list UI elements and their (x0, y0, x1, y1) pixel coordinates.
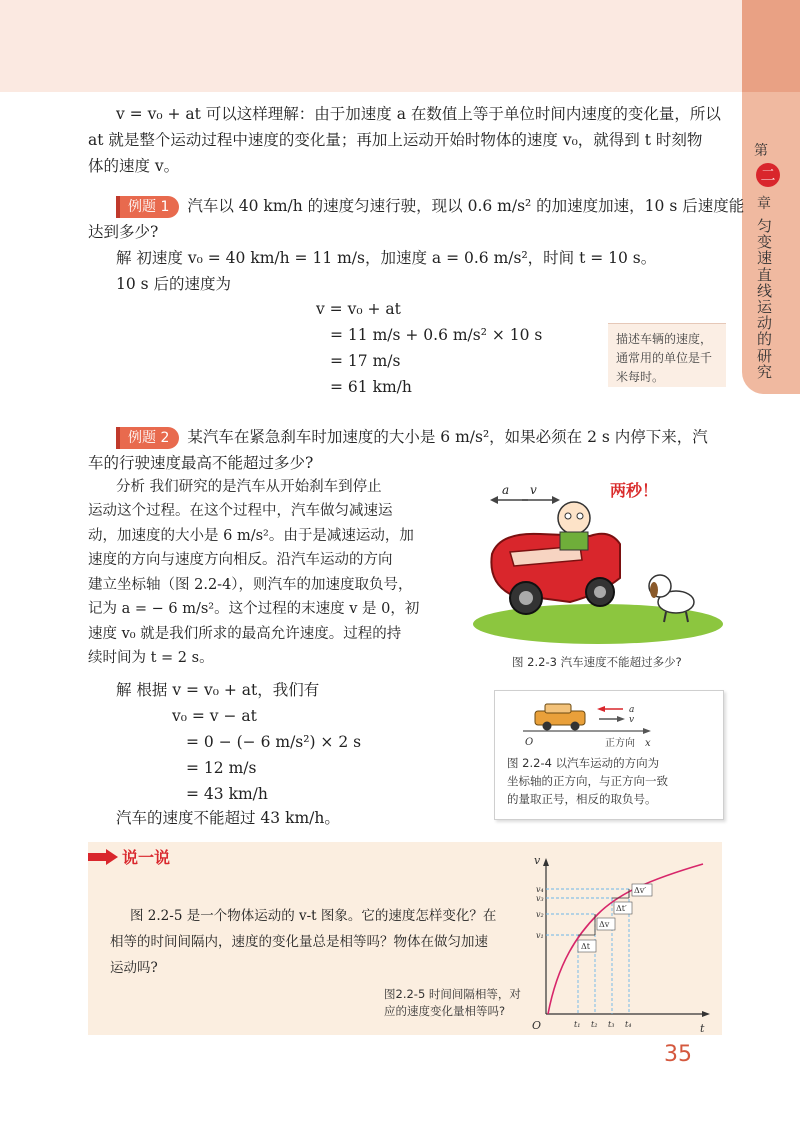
say-title: 说一说 (122, 848, 171, 867)
figure-2-2-5 (528, 852, 716, 1038)
v4-tick: v₄ (536, 885, 544, 894)
page-number: 35 (664, 1042, 692, 1067)
example2-eq-2: = 0 − (− 6 m/s²) × 2 s (186, 733, 362, 751)
say-text-2: 相等的时间间隔内，速度的变化量总是相等吗？物体在做匀加速 (110, 934, 488, 950)
vt-curve (548, 864, 703, 1014)
example2-q2: 车的行驶速度最高不能超过多少? (88, 454, 314, 472)
analysis-line-1: 分析 我们研究的是汽车从开始刹车到停止 (116, 479, 382, 495)
say-arrow-icon (88, 849, 118, 865)
example2-solution: 解 根据 v = v₀ + at，我们有 (116, 681, 320, 699)
say-text-3: 运动吗? (110, 960, 158, 976)
figure-2-2-4 (495, 697, 723, 751)
header-band (0, 0, 742, 92)
chapter-tab-top (742, 0, 800, 92)
analysis-line-2: 运动这个过程。在这个过程中，汽车做匀减速运 (88, 503, 393, 519)
delta-t: Δt (581, 942, 590, 951)
v2-tick: v₂ (536, 910, 544, 919)
example2-badge: 例题 2 (116, 427, 179, 449)
example2-eq-3: = 12 m/s (186, 759, 257, 777)
fig223-caption: 图 2.2-3 汽车速度不能超过多少? (512, 655, 682, 669)
example2-eq-1: v₀ = v − at (172, 707, 257, 725)
origin-label: O (532, 1019, 542, 1032)
chapter-prefix: 第 (754, 143, 768, 159)
fig223-shout: 两秒！ (610, 481, 659, 500)
t3-tick: t₃ (608, 1020, 615, 1029)
example1-question (116, 193, 745, 219)
chapter-title: 匀变速直线运动的研究 (757, 217, 773, 381)
intro-line-2: at 就是整个运动过程中速度的变化量；再加上运动开始时物体的速度 v₀，就得到 t 时刻物 (88, 131, 703, 149)
fig224-direction: 正方向 (605, 738, 635, 749)
fig224-label-a: a (629, 705, 635, 715)
analysis-line-4: 速度的方向与速度方向相反。沿汽车运动的方向 (88, 552, 393, 568)
figure-2-2-3 (470, 474, 726, 644)
analysis-line-6: 记为 a = − 6 m/s²。这个过程的末速度 v 是 0，初 (88, 601, 420, 617)
analysis-line-7: 速度 v₀ 就是我们所求的最高允许速度。过程的持 (88, 626, 402, 642)
fig224-axis-x: x (645, 738, 651, 749)
example1-badge: 例题 1 (116, 196, 179, 218)
example1-solution-2: 10 s 后的速度为 (116, 275, 232, 293)
fig223-label-v: v (530, 483, 537, 497)
delta-t-prime: Δt′ (616, 904, 627, 913)
example2-q1: 某汽车在紧急刹车时加速度的大小是 6 m/s²，如果必须在 2 s 内停下来，汽 (187, 428, 708, 446)
t1-tick: t₁ (574, 1020, 581, 1029)
red-car (491, 534, 620, 614)
t2-tick: t₂ (591, 1020, 598, 1029)
fig224-label-v: v (629, 715, 635, 725)
analysis-line-5: 建立坐标轴（图 2.2-4），则汽车的加速度取负号， (88, 577, 413, 593)
delta-v-prime: Δv′ (634, 886, 647, 895)
fig224-origin: O (525, 737, 534, 748)
example1-eq-3: = 17 m/s (330, 352, 401, 370)
chapter-suffix: 章 (757, 196, 771, 212)
example1-eq-2: = 11 m/s + 0.6 m/s² × 10 s (330, 326, 543, 344)
example1-eq-1: v = v₀ + at (316, 300, 401, 318)
fig224-caption-3: 的量取正号，相反的取负号。 (507, 792, 657, 806)
fig225-caption-2: 应的速度变化量相等吗? (384, 1004, 506, 1018)
v1-tick: v₁ (536, 931, 544, 940)
analysis-line-8: 续时间为 t = 2 s。 (88, 650, 214, 666)
example2-question (116, 424, 722, 450)
example2-eq-4: = 43 km/h (186, 785, 268, 803)
side-note: 描述车辆的速度，通常用的单位是千米每时。 (608, 323, 726, 387)
say-text-1: 图 2.2-5 是一个物体运动的 v-t 图象。它的速度怎样变化？在 (130, 908, 497, 924)
small-car (535, 704, 585, 731)
example2-conclusion: 汽车的速度不能超过 43 km/h。 (116, 809, 340, 827)
example1-eq-4: = 61 km/h (330, 378, 412, 396)
intro-line-3: 体的速度 v。 (88, 157, 180, 175)
t4-tick: t₄ (625, 1020, 632, 1029)
chapter-number: 二 (756, 163, 780, 187)
fig224-caption-1: 图 2.2-4 以汽车运动的方向为 (507, 756, 660, 770)
axis-t-label: t (700, 1022, 705, 1035)
delta-v: Δv (599, 920, 610, 929)
fig225-caption-1: 图2.2-5 时间间隔相等，对 (384, 987, 521, 1001)
figure-2-2-4-box (494, 690, 724, 820)
analysis-line-3: 动，加速度的大小是 6 m/s²。由于是减速运动，加 (88, 528, 414, 544)
intro-line-1: v = v₀ + at 可以这样理解：由于加速度 a 在数值上等于单位时间内速度的变化量，所以 (116, 105, 721, 123)
fig224-caption-2: 坐标轴的正方向，与正方向一致 (507, 774, 668, 788)
v3-tick: v₃ (536, 894, 544, 903)
example1-solution: 解 初速度 v₀ = 40 km/h = 11 m/s，加速度 a = 0.6 m/s²，时间 t = 10 s。 (116, 249, 657, 267)
driver (558, 502, 590, 550)
example1-q1: 汽车以 40 km/h 的速度匀速行驶，现以 0.6 m/s² 的加速度加速，10 s 后速度能 (187, 197, 745, 215)
example1-q2: 达到多少? (88, 223, 159, 241)
fig223-label-a: a (502, 483, 510, 497)
axis-v-label: v (534, 854, 541, 867)
